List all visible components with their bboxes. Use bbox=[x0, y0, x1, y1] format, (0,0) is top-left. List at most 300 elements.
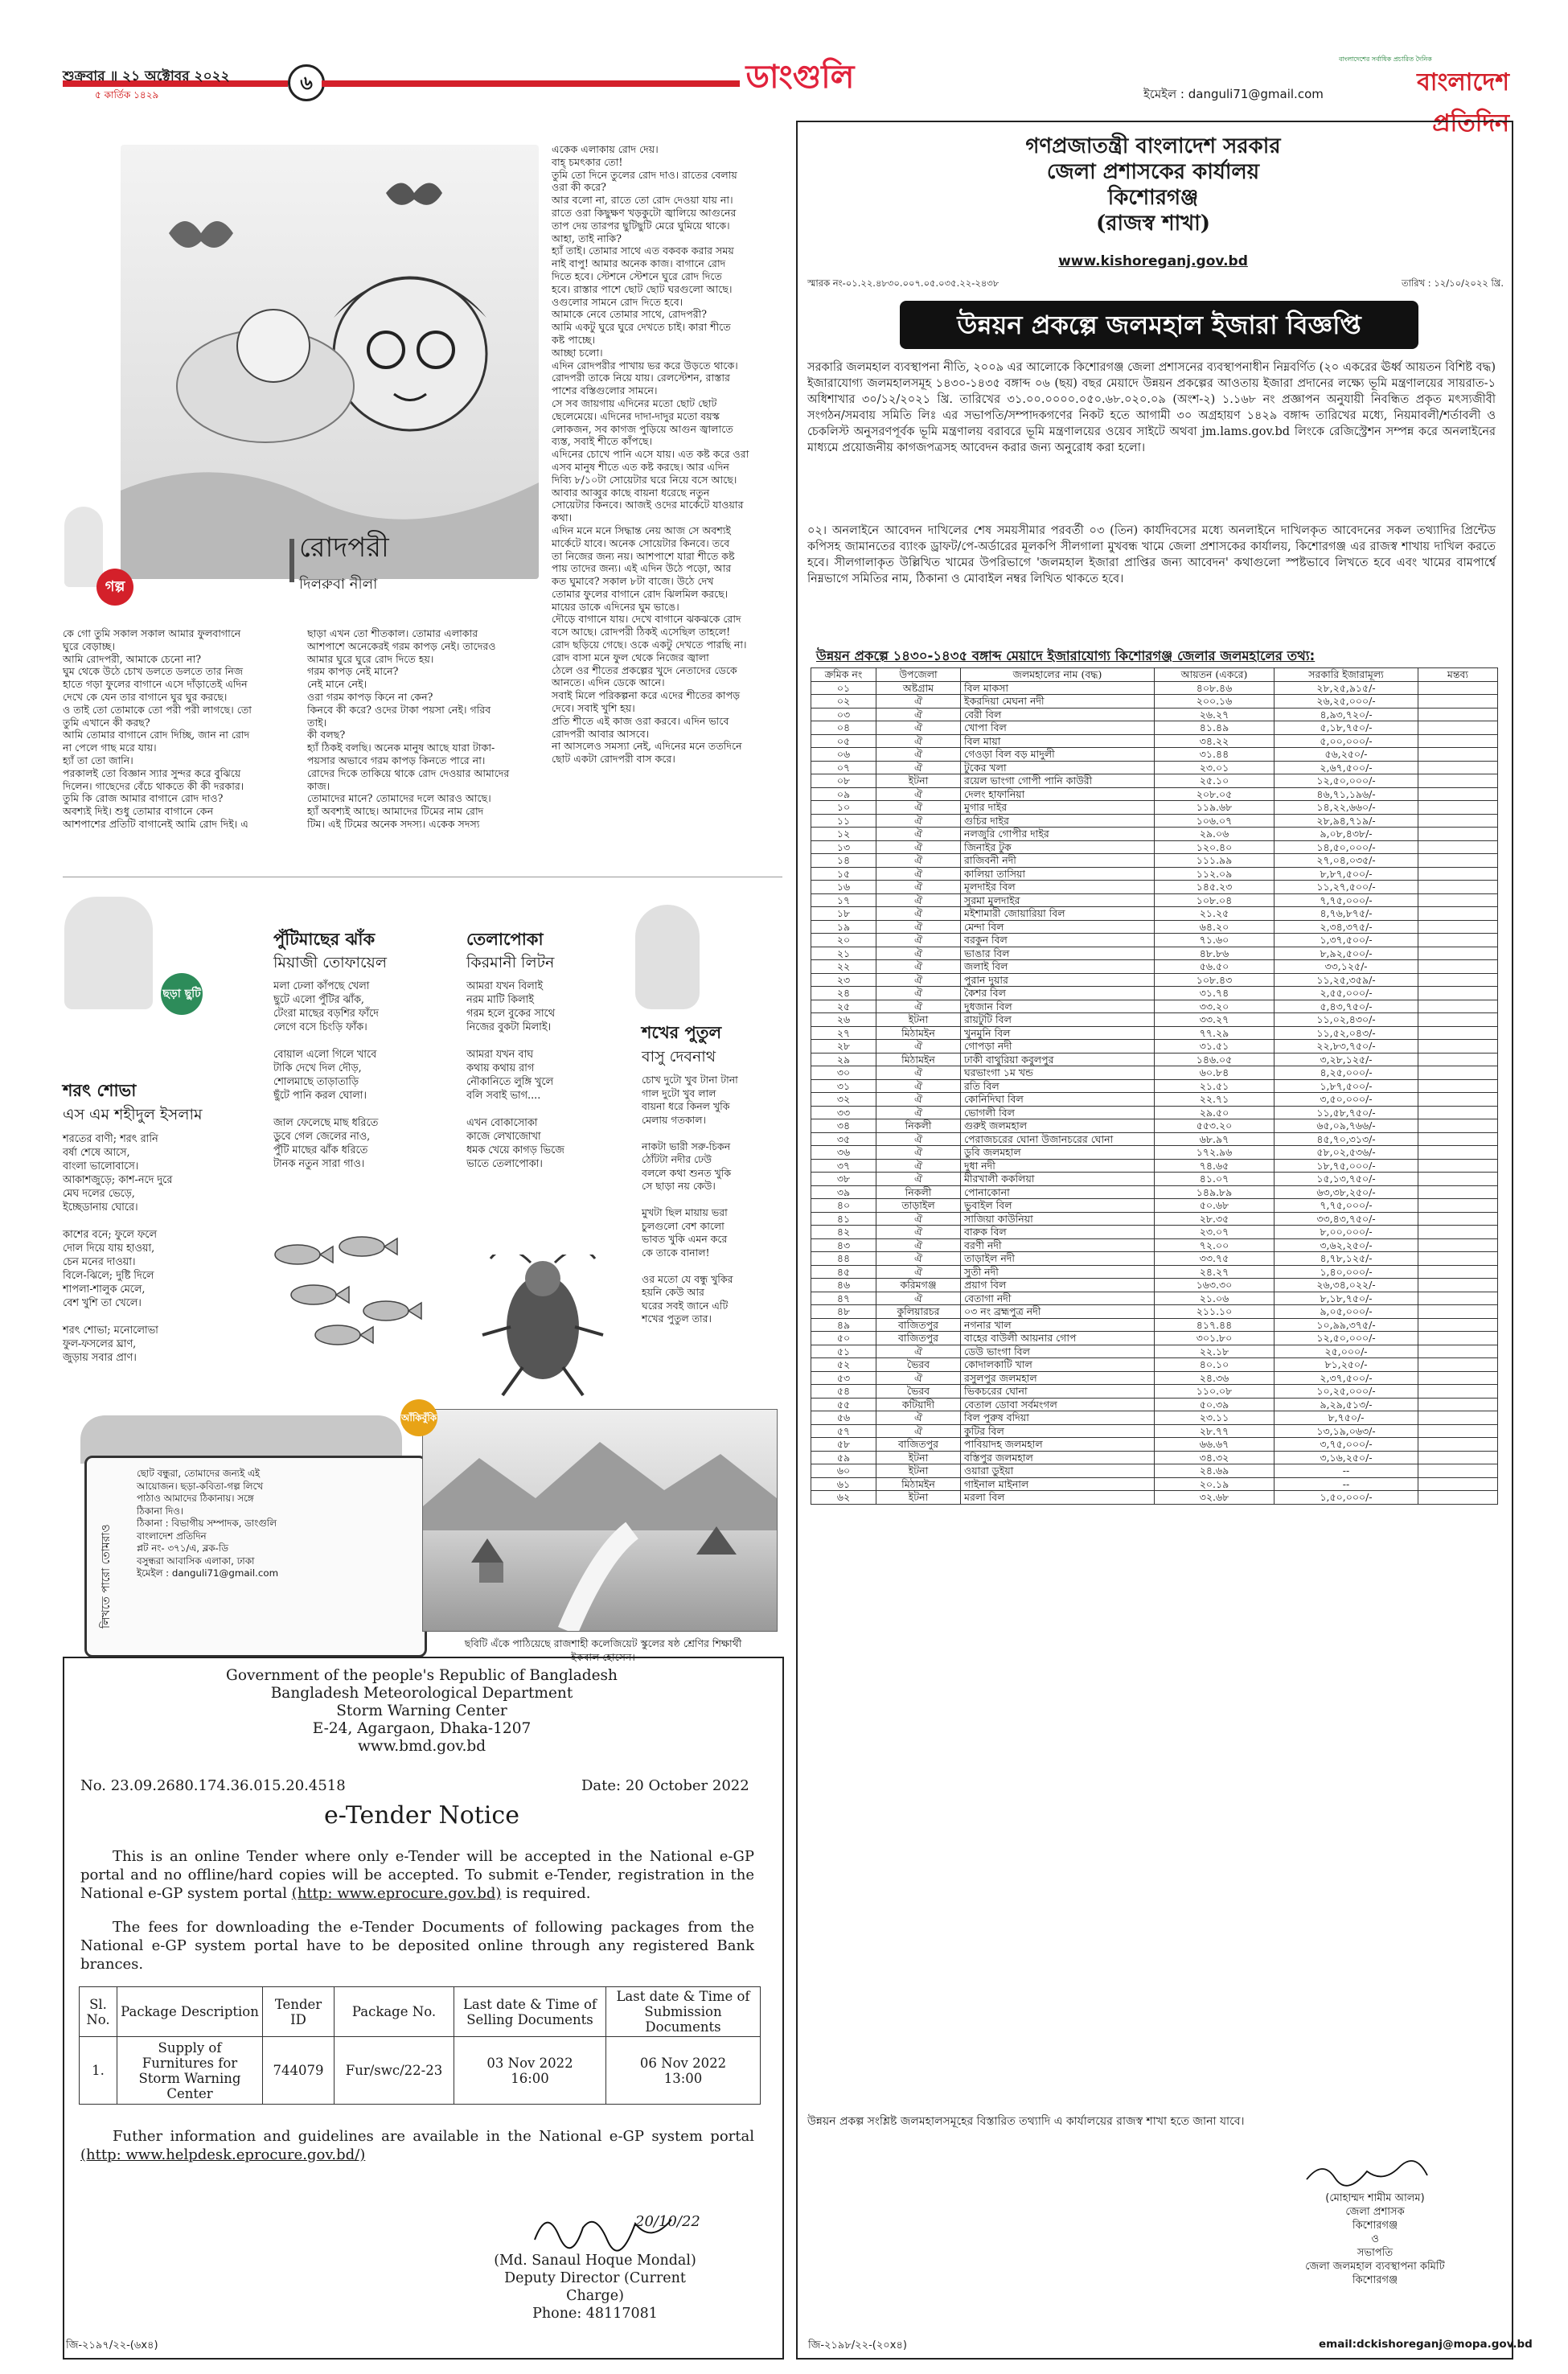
cell-lease-value: ৪৫,৭০,৩১৩/- bbox=[1275, 1132, 1418, 1146]
cell-upazila: ঐ bbox=[876, 748, 961, 762]
table-row bbox=[811, 695, 1498, 709]
cell-area: ২৪.২৭ bbox=[1155, 1265, 1275, 1279]
table-row bbox=[811, 1238, 1498, 1252]
table-row bbox=[811, 1119, 1498, 1133]
cell-area: ২১.২৫ bbox=[1155, 907, 1275, 921]
cell-area: ৬০.৮৪ bbox=[1155, 1066, 1275, 1080]
boy-illustration bbox=[64, 507, 103, 587]
etender-para-1-tail: is required. bbox=[501, 1885, 591, 1902]
table-row bbox=[811, 1040, 1498, 1054]
cell-lease-value: ৫,১৮,৭৫০/- bbox=[1275, 721, 1418, 735]
table-row bbox=[811, 1000, 1498, 1013]
table-row bbox=[811, 774, 1498, 788]
cell-area: ৩১.৫১ bbox=[1155, 1040, 1275, 1054]
cell-remarks bbox=[1418, 1318, 1498, 1332]
cell-remarks bbox=[1418, 973, 1498, 987]
cell-upazila: ঐ bbox=[876, 920, 961, 934]
issue-date-bangla: ৫ কার্তিক ১৪২৯ bbox=[95, 89, 159, 101]
cell-upazila: ঐ bbox=[876, 987, 961, 1000]
cell-upazila: অষ্টগ্রাম bbox=[876, 681, 961, 695]
cell-lease-value: ৮১,২৫০/- bbox=[1275, 1358, 1418, 1372]
cell-description: Supply of Furnitures for Storm Warning Center bbox=[117, 2037, 263, 2105]
th-tender-id: Tender ID bbox=[263, 1987, 335, 2037]
story-text-col-2: ছাড়া এখন তো শীতকাল। তোমার এলাকার আশপাশে অনেকেরই গরম কাপড় নেই। তাদেরও আমার ঘুরে ঘুরে রোদ দিতে হয়। গরম কাপড় নেই মানে? নেই মানে নেই। ওরা গরম কাপড় কিনে না কেন? কিনবে কী করে? ওদের টাকা পয়সা নেই। গরিব তাই। কী বলছ? হ্যাঁ ঠিকই বলছি। অনেক মানুষ আছে যারা টাকা- পয়সার অভাবে গরম কাপড় কিনতে পারে না। রোদের দিকে তাকিয়ে থাকে রোদ দেওয়ার আমাদের কাজ। তোমাদের মানে? তোমাদের দলে আরও আছে। হ্যাঁ অবশ্যই আছে। আমাদের টিমের নাম রোদ টিম। এই টিমের অনেক সদস্য। একেক সদস্য bbox=[307, 627, 510, 830]
cell-waterbody: ঢাকী বাথুরিয়া কবুলপুর bbox=[961, 1053, 1155, 1066]
cell-area: ১৪৬.০৫ bbox=[1155, 1053, 1275, 1066]
cell-lease-value: ৩,১৬,২৫০/- bbox=[1275, 1451, 1418, 1464]
cell-selling-date: 03 Nov 2022 16:00 bbox=[454, 2037, 606, 2105]
cell-waterbody: বেতাগা নদী bbox=[961, 1292, 1155, 1305]
cell-serial: ৫৯ bbox=[811, 1451, 876, 1464]
poem-section-badge: ছড়া ছুটি bbox=[161, 973, 203, 1015]
lease-notice-para-1: সরকারি জলমহাল ব্যবস্থাপনা নীতি, ২০০৯ এর আলোকে কিশোরগঞ্জ জেলা প্রশাসনের ব্যবস্থাপনাধীন নিম্নবর্ণিত (২০ একরের ঊর্ধ্ব আয়তন বিশিষ্ট বদ্ধ) ইজারাযোগ্য জলমহালসমূহ ১৪৩০-১৪৩৫ বঙ্গাব্দ ০৬ (ছয়) বছর মেয়াদে উন্নয়ন প্রকল্পের আওতায় ইজারা প্রদানের লক্ষ্যে ভূমি মন্ত্রণালয়ের সায়রাত-১ অধিশাখার ৩০/১২/২০২১ খ্রি. তারিখের ৩১.০০.০০০০.০৫০.৬৮.০২০.০৯ (অংশ-২) ১.১৬৮ নং প্রজ্ঞাপন অনুযায়ী নিবন্ধিত প্রকৃত মৎস্যজীবী সংগঠন/সমবায় সমিতি লিঃ এর সভাপতি/সম্পাদকগণের নিকট হতে আগামী ৩০ অগ্রহায়ণ ১৪২৯ বঙ্গাব্দ তারিখের মধ্যে, নিয়মাবলী/শর্তাবলী ও চেকলিস্ট অনুসরণপূর্বক ভূমি মন্ত্রণালয় বরাবরে ভূমি মন্ত্রণালয়ের ওয়েব সাইটে অথবা jm.lams.gov.bd লিংকে রেজিস্ট্রেশন সম্পন্ন করে অনলাইনের মাধ্যমে প্রয়োজনীয় কাগজপত্রসহ আবেদন করার জন্য অনুরোধ করা হলো। bbox=[807, 361, 1496, 454]
cell-remarks bbox=[1418, 1053, 1498, 1066]
cell-lease-value: ৪,৯৩,৭২০/- bbox=[1275, 708, 1418, 721]
cell-serial: ৫০ bbox=[811, 1332, 876, 1345]
cell-remarks bbox=[1418, 881, 1498, 894]
cell-area: ২৪.৬৯ bbox=[1155, 1464, 1275, 1478]
cell-serial: ০৯ bbox=[811, 787, 876, 801]
cell-lease-value: ২৫,০০০/- bbox=[1275, 1345, 1418, 1358]
cell-waterbody: ইকরদিয়া মেঘনা নদী bbox=[961, 695, 1155, 709]
cell-area: ১৪৯.৮৯ bbox=[1155, 1185, 1275, 1199]
cell-upazila: ইটনা bbox=[876, 1491, 961, 1505]
th-package-no: Package No. bbox=[335, 1987, 454, 2037]
cell-remarks bbox=[1418, 828, 1498, 841]
cell-area: ১১০.০৮ bbox=[1155, 1385, 1275, 1399]
cell-waterbody: সুরমা মুলদাইর bbox=[961, 893, 1155, 907]
etender-header: Government of the people's Republic of Bangladesh Bangladesh Meteorological Department Storm Warning Center E-24, Agargaon, Dhaka-1207 www.bmd.gov.bd bbox=[226, 1667, 618, 1755]
lease-notice-header: গণপ্রজাতন্ত্রী বাংলাদেশ সরকার জেলা প্রশাসকের কার্যালয় কিশোরগঞ্জ (রাজস্ব শাখা) bbox=[1025, 134, 1281, 236]
table-row bbox=[811, 1265, 1498, 1279]
cell-remarks bbox=[1418, 1265, 1498, 1279]
cell-remarks bbox=[1418, 1477, 1498, 1491]
table-row bbox=[811, 1438, 1498, 1452]
cell-waterbody: মেন্দা বিল bbox=[961, 920, 1155, 934]
cell-waterbody: মূলদাইর বিল bbox=[961, 881, 1155, 894]
cell-area: ২৯.০৬ bbox=[1155, 828, 1275, 841]
table-row bbox=[811, 1093, 1498, 1107]
cell-upazila: ঐ bbox=[876, 1265, 961, 1279]
cell-area: ৬৮.৯৭ bbox=[1155, 1132, 1275, 1146]
cell-serial: ০৭ bbox=[811, 761, 876, 774]
table-row bbox=[811, 748, 1498, 762]
table-row bbox=[811, 1424, 1498, 1438]
cell-serial: ৩৬ bbox=[811, 1146, 876, 1160]
cell-serial: ০৮ bbox=[811, 774, 876, 788]
table-row bbox=[811, 1464, 1498, 1478]
cell-serial: ১৯ bbox=[811, 920, 876, 934]
cell-area: ৩২.৬৮ bbox=[1155, 1491, 1275, 1505]
cell-remarks bbox=[1418, 1000, 1498, 1013]
cell-lease-value: ১১,২৫,৩৫৯/- bbox=[1275, 973, 1418, 987]
etender-para-2: The fees for downloading the e-Tender Documents of following packages from the National e-GP system portal have to be deposited online through any registered Bank brances. bbox=[80, 1919, 754, 1973]
cell-remarks bbox=[1418, 1159, 1498, 1173]
cell-remarks bbox=[1418, 960, 1498, 974]
cell-waterbody: গাইনাল মাইনাল bbox=[961, 1477, 1155, 1491]
cell-remarks bbox=[1418, 1212, 1498, 1226]
cell-remarks bbox=[1418, 867, 1498, 881]
poem-1-author: এস এম শহীদুল ইসলাম bbox=[63, 1106, 203, 1123]
cell-area: ২২.৭১ bbox=[1155, 1093, 1275, 1107]
lease-notice-title: উন্নয়ন প্রকল্পে জলমহাল ইজারা বিজ্ঞপ্তি bbox=[900, 301, 1418, 349]
cell-upazila: ঐ bbox=[876, 1093, 961, 1107]
cell-remarks bbox=[1418, 907, 1498, 921]
cell-remarks bbox=[1418, 1132, 1498, 1146]
cell-upazila: ঐ bbox=[876, 854, 961, 868]
cell-upazila: ইটনা bbox=[876, 1013, 961, 1027]
cell-waterbody: রতি বিল bbox=[961, 1079, 1155, 1093]
cell-serial: ২৩ bbox=[811, 973, 876, 987]
cell-serial: ২৭ bbox=[811, 1026, 876, 1040]
cell-upazila: ঐ bbox=[876, 1345, 961, 1358]
cell-lease-value: ৪,২৫,০০০/- bbox=[1275, 1066, 1418, 1080]
cell-upazila: বাজিতপুর bbox=[876, 1332, 961, 1345]
cell-waterbody: গোপড়া নদী bbox=[961, 1040, 1155, 1054]
cell-remarks bbox=[1418, 1371, 1498, 1385]
cell-lease-value: ২,৩৪,৩৭৫/- bbox=[1275, 920, 1418, 934]
cell-upazila: বাজিতপুর bbox=[876, 1318, 961, 1332]
cell-waterbody: বরকুন বিল bbox=[961, 934, 1155, 947]
cell-waterbody: ডুবি জলমহাল bbox=[961, 1146, 1155, 1160]
cell-lease-value: ১১,০২,৪৩০/- bbox=[1275, 1013, 1418, 1027]
cell-waterbody: রয়েল ভাংগা গোপী পানি কাউরী bbox=[961, 774, 1155, 788]
title-bar bbox=[289, 539, 294, 582]
cell-lease-value: ১৪,৫০,০০০/- bbox=[1275, 840, 1418, 854]
table-row bbox=[811, 1079, 1498, 1093]
cell-waterbody: রায়টুটি বিল bbox=[961, 1013, 1155, 1027]
cell-remarks bbox=[1418, 1424, 1498, 1438]
etender-table bbox=[79, 1986, 761, 2105]
cell-lease-value: ২৮,৯৪,৭১৯/- bbox=[1275, 814, 1418, 828]
cell-lease-value: ২৮,২৫,৯১৫/- bbox=[1275, 681, 1418, 695]
signature-date: 20/10/22 bbox=[635, 2213, 700, 2230]
cell-waterbody: রাজিবনী নদী bbox=[961, 854, 1155, 868]
fish-illustration bbox=[265, 1230, 434, 1351]
cell-area: ২৯.৫০ bbox=[1155, 1106, 1275, 1119]
cell-upazila: মিঠামইন bbox=[876, 1053, 961, 1066]
cell-waterbody: দুধা নদী bbox=[961, 1159, 1155, 1173]
cell-area: ২৬.২৭ bbox=[1155, 708, 1275, 721]
cell-area: ৬৬.৬৭ bbox=[1155, 1438, 1275, 1452]
cell-remarks bbox=[1418, 721, 1498, 735]
cell-area: ৪১.৪৯ bbox=[1155, 721, 1275, 735]
table-row bbox=[811, 1491, 1498, 1505]
doll-illustration bbox=[635, 905, 700, 1009]
cell-waterbody: বিল মায়া bbox=[961, 734, 1155, 748]
th-waterbody: জলমহালের নাম (বদ্ধ) bbox=[961, 668, 1155, 682]
cell-package-no: Fur/swc/22-23 bbox=[335, 2037, 454, 2105]
cell-upazila: কটিয়াদী bbox=[876, 1398, 961, 1411]
cell-lease-value: -- bbox=[1275, 1464, 1418, 1478]
art-section-badge: আঁকিবুঁকি bbox=[400, 1399, 437, 1436]
cell-upazila: ঐ bbox=[876, 1292, 961, 1305]
cell-area: ১০৮.০৪ bbox=[1155, 893, 1275, 907]
cell-waterbody: বারুক বিল bbox=[961, 1226, 1155, 1239]
table-row bbox=[811, 1345, 1498, 1358]
cell-waterbody: কুটির বিল bbox=[961, 1424, 1155, 1438]
cell-remarks bbox=[1418, 1491, 1498, 1505]
etender-table-header bbox=[80, 1987, 761, 2037]
lease-notice-ref: স্মারক নং-০১.২২.৪৮৩০.০০৭.০৫.০৩৫.২২-২৪৩৮ bbox=[807, 277, 999, 289]
cell-waterbody: বিল পুরুষ বদিয়া bbox=[961, 1411, 1155, 1425]
cell-serial: ৬২ bbox=[811, 1491, 876, 1505]
poem-2-author: মিয়াজী তোফায়েল bbox=[273, 954, 388, 971]
table-row bbox=[811, 1199, 1498, 1213]
cell-remarks bbox=[1418, 1464, 1498, 1478]
table-row bbox=[811, 1279, 1498, 1292]
cell-upazila: ঐ bbox=[876, 695, 961, 709]
cell-lease-value: ৯,০৫,০০০/- bbox=[1275, 1305, 1418, 1319]
cell-lease-value: ১,৩৭,৫০০/- bbox=[1275, 934, 1418, 947]
table-row bbox=[811, 1159, 1498, 1173]
cell-waterbody: মুগার দাইর bbox=[961, 801, 1155, 815]
student-sketch-image bbox=[422, 1409, 778, 1632]
cell-serial: ৫৪ bbox=[811, 1385, 876, 1399]
cell-waterbody: নলজুরি গোপীর দাইর bbox=[961, 828, 1155, 841]
cell-serial: ৫৮ bbox=[811, 1438, 876, 1452]
cell-area: ৫৬.৫০ bbox=[1155, 960, 1275, 974]
table-row bbox=[811, 1013, 1498, 1027]
cell-serial: ১৮ bbox=[811, 907, 876, 921]
cell-serial: ৫৫ bbox=[811, 1398, 876, 1411]
cell-upazila: ঐ bbox=[876, 1066, 961, 1080]
dc-email[interactable]: email:dckishoreganj@mopa.gov.bd bbox=[1319, 2338, 1533, 2351]
table-row bbox=[811, 973, 1498, 987]
cell-upazila: নিকলী bbox=[876, 1185, 961, 1199]
cell-serial: ৩৪ bbox=[811, 1119, 876, 1133]
helpdesk-link[interactable]: (http: www.helpdesk.eprocure.gov.bd/) bbox=[80, 2146, 366, 2163]
table-row bbox=[811, 1411, 1498, 1425]
table-row bbox=[811, 1226, 1498, 1239]
cell-area: ৩৩.৭৫ bbox=[1155, 1252, 1275, 1266]
cell-serial: ০১ bbox=[811, 681, 876, 695]
contact-info: ছোট বন্ধুরা, তোমাদের জন্যই এই আয়োজন। ছড়া-কবিতা-গল্প লিখে পাঠাও আমাদের ঠিকানায়। সঙ্গে ঠিকানা দিও। ঠিকানা : বিভাগীয় সম্পাদক, ডাংগুলি বাংলাদেশ প্রতিদিন প্লট নং- ৩৭১/এ, ব্লক-ডি বসুন্ধরা আবাসিক এলাকা, ঢাকা ইমেইল : danguli71@gmail.com bbox=[137, 1468, 279, 1579]
cell-serial: ১২ bbox=[811, 828, 876, 841]
cell-upazila: ঐ bbox=[876, 1000, 961, 1013]
cell-waterbody: বস্তিপুর জলমহাল bbox=[961, 1451, 1155, 1464]
cell-remarks bbox=[1418, 920, 1498, 934]
cell-lease-value: ৩৩,৪৩,৭৫০/- bbox=[1275, 1212, 1418, 1226]
cell-remarks bbox=[1418, 1226, 1498, 1239]
table-row bbox=[811, 1318, 1498, 1332]
cell-upazila: ঐ bbox=[876, 881, 961, 894]
cell-waterbody: রসুলপুর জলমহাল bbox=[961, 1371, 1155, 1385]
cell-upazila: ঐ bbox=[876, 960, 961, 974]
th-sl: Sl. No. bbox=[80, 1987, 117, 2037]
table-row bbox=[811, 1173, 1498, 1186]
cell-upazila: ঐ bbox=[876, 814, 961, 828]
poem-1-title: শরৎ শোভা bbox=[63, 1080, 137, 1100]
cell-remarks bbox=[1418, 1411, 1498, 1425]
cell-waterbody: মইশামারী জোয়ারিয়া বিল bbox=[961, 907, 1155, 921]
table-row bbox=[811, 721, 1498, 735]
cell-lease-value: ১,৪০,০০০/- bbox=[1275, 1265, 1418, 1279]
table-row bbox=[811, 761, 1498, 774]
cell-remarks bbox=[1418, 1305, 1498, 1319]
cell-remarks bbox=[1418, 1358, 1498, 1372]
cell-remarks bbox=[1418, 1079, 1498, 1093]
cell-area: ৩৪.২২ bbox=[1155, 734, 1275, 748]
cell-upazila: বাজিতপুর bbox=[876, 1438, 961, 1452]
th-description: Package Description bbox=[117, 1987, 263, 2037]
poem-2-title: পুঁটিমাছের ঝাঁক bbox=[273, 929, 376, 949]
cell-remarks bbox=[1418, 761, 1498, 774]
eprocure-link[interactable]: (http: www.eprocure.gov.bd) bbox=[291, 1885, 502, 1902]
cell-upazila: ভৈরব bbox=[876, 1358, 961, 1372]
cell-area: ১১৯.৬৮ bbox=[1155, 801, 1275, 815]
cell-tender-id: 744079 bbox=[263, 2037, 335, 2105]
cell-area: ২১.০৬ bbox=[1155, 1292, 1275, 1305]
cell-remarks bbox=[1418, 1013, 1498, 1027]
cell-area: ১১১.৯৯ bbox=[1155, 854, 1275, 868]
cell-lease-value: ১২,৫০,০০০/- bbox=[1275, 1332, 1418, 1345]
cell-area: ৩৩.২৭ bbox=[1155, 1013, 1275, 1027]
cell-upazila: ঐ bbox=[876, 947, 961, 960]
cell-waterbody: কোদালকাটি খাল bbox=[961, 1358, 1155, 1372]
cell-upazila: ঐ bbox=[876, 1106, 961, 1119]
cell-lease-value: ৭,৭৫,০০০/- bbox=[1275, 1199, 1418, 1213]
cell-waterbody: ০৩ নং ব্রহ্মপুত্র নদী bbox=[961, 1305, 1155, 1319]
cell-serial: ০৩ bbox=[811, 708, 876, 721]
cell-waterbody: সুতী নদী bbox=[961, 1265, 1155, 1279]
story-section-badge: গল্প bbox=[96, 569, 133, 606]
cell-lease-value: ৬৫,০৯,৭৬৬/- bbox=[1275, 1119, 1418, 1133]
cell-area: ১১২.০৯ bbox=[1155, 867, 1275, 881]
table-row bbox=[811, 708, 1498, 721]
cell-area: ২০৮.০৫ bbox=[1155, 787, 1275, 801]
cell-serial: ২২ bbox=[811, 960, 876, 974]
cell-lease-value: ২২,৮৩,৭৫০/- bbox=[1275, 1040, 1418, 1054]
table-row bbox=[811, 681, 1498, 695]
cell-remarks bbox=[1418, 1385, 1498, 1399]
table-row bbox=[811, 881, 1498, 894]
cell-remarks bbox=[1418, 854, 1498, 868]
table-row bbox=[811, 828, 1498, 841]
th-lease-value: সরকারি ইজারামূল্য bbox=[1275, 668, 1418, 682]
cell-lease-value: ১৪,২২,৬৬০/- bbox=[1275, 801, 1418, 815]
etender-date: Date: 20 October 2022 bbox=[581, 1777, 749, 1794]
cell-area: ৩১.৭৪ bbox=[1155, 987, 1275, 1000]
cell-lease-value: ১,৮৭,৫০০/- bbox=[1275, 1079, 1418, 1093]
cell-remarks bbox=[1418, 1238, 1498, 1252]
kids-illustration bbox=[64, 897, 153, 1009]
section-email: ইমেইল : danguli71@gmail.com bbox=[1143, 87, 1324, 101]
cell-area: ৭১.৬০ bbox=[1155, 934, 1275, 947]
cell-remarks bbox=[1418, 801, 1498, 815]
cell-serial: ৪০ bbox=[811, 1199, 876, 1213]
poem-1-body: শরতের বাণী; শরৎ রানি বর্ষা শেষে আসে, বাংলা ভালোবাসে। আকাশজুড়ে; কাশ-নদে দুরে মেঘ দলের ভেড়ে, ইচ্ছেডানায় ঘোরে। কাশের বনে; ফুলে ফলে দোল দিয়ে যায় হাওয়া, চেন মনের দাওয়া। বিলে-ঝিলে; দুষ্টি দিলে শাপলা-শালুক মেলে, বেশ খুশি তা খেলে। শরৎ শোভা; মনোলোভা ফুল-ফসলের ঘ্রাণ, জুড়ায় সবার প্রাণ। bbox=[63, 1133, 173, 1364]
etender-para-3 bbox=[80, 2127, 754, 2164]
cell-lease-value: ৪,৭৮,১২৫/- bbox=[1275, 1252, 1418, 1266]
cell-remarks bbox=[1418, 840, 1498, 854]
cell-serial: ৫৩ bbox=[811, 1371, 876, 1385]
cell-serial: ৪৭ bbox=[811, 1292, 876, 1305]
cell-upazila: ঐ bbox=[876, 1159, 961, 1173]
lease-notice-footnote: উন্নয়ন প্রকল্প সংশ্লিষ্ট জলমহালসমূহের বিস্তারিত তথ্যাদি এ কার্যালয়ের রাজস্ব শাখা হতে জানা যাবে। bbox=[807, 2115, 1245, 2128]
cell-waterbody: মীরখালী ককলিয়া bbox=[961, 1173, 1155, 1186]
cell-serial: ১০ bbox=[811, 801, 876, 815]
th-selling: Last date & Time of Selling Documents bbox=[454, 1987, 606, 2037]
cell-waterbody: ভুবাইল বিল bbox=[961, 1199, 1155, 1213]
cell-serial: ২১ bbox=[811, 947, 876, 960]
cell-remarks bbox=[1418, 987, 1498, 1000]
cell-serial: ২৮ bbox=[811, 1040, 876, 1054]
cell-serial: ৬১ bbox=[811, 1477, 876, 1491]
cell-waterbody: মরলা বিল bbox=[961, 1491, 1155, 1505]
cell-remarks bbox=[1418, 1292, 1498, 1305]
cell-area: ৪১.০৭ bbox=[1155, 1173, 1275, 1186]
issue-date: শুক্রবার ॥ ২১ অক্টোবর ২০২২ bbox=[63, 68, 230, 84]
cell-remarks bbox=[1418, 1106, 1498, 1119]
cell-waterbody: ওয়ারা ডুইয়া bbox=[961, 1464, 1155, 1478]
cell-remarks bbox=[1418, 934, 1498, 947]
cell-serial: ৫১ bbox=[811, 1345, 876, 1358]
cell-lease-value: -- bbox=[1275, 1477, 1418, 1491]
table-row bbox=[811, 987, 1498, 1000]
cell-lease-value: ১৩,১৯,০৬৩/- bbox=[1275, 1424, 1418, 1438]
cell-serial: ৬০ bbox=[811, 1464, 876, 1478]
table-row bbox=[811, 920, 1498, 934]
cell-lease-value: ২৭,০৪,০৩৫/- bbox=[1275, 854, 1418, 868]
cell-upazila: ঐ bbox=[876, 1226, 961, 1239]
section-masthead: ডাংগুলি bbox=[745, 58, 855, 96]
cell-area: ৩৪.৩২ bbox=[1155, 1451, 1275, 1464]
cell-upazila: ঐ bbox=[876, 1411, 961, 1425]
cell-area: ৪০৮.৪৬ bbox=[1155, 681, 1275, 695]
cell-serial: ৪১ bbox=[811, 1212, 876, 1226]
cell-upazila: ঐ bbox=[876, 1371, 961, 1385]
th-submission: Last date & Time of Submission Documents bbox=[606, 1987, 761, 2037]
cell-area: ২২.১৮ bbox=[1155, 1345, 1275, 1358]
cell-area: ৭৭.২৯ bbox=[1155, 1026, 1275, 1040]
kishoreganj-web-link[interactable]: www.kishoreganj.gov.bd bbox=[1058, 253, 1248, 269]
cell-lease-value: ৮,৮৭,৫০০/- bbox=[1275, 867, 1418, 881]
story-text-col-1: কে গো তুমি সকাল সকাল আমার ফুলবাগানে ঘুরে বেড়াচ্ছ। আমি রোদপরী, আমাকে চেনো না? ঘুম থেকে উঠে চোখ ডলতে ডলতে তার নিজ হাতে গড়া ফুলের বাগানে এসে দাঁড়াতেই এদিন দেখে কে যেন তার বাগানে ঘুর ঘুর করছে। ও তাই তো তোমাকে তো পরী পরী লাগছে। তো তুমি এখানে কী করছ? আমি তোমার বাগানে রোদ দিচ্ছি, জান না রোদ না পেলে গাছ মরে যায়। হ্যাঁ তা তো জানি। পরকালই তো বিজ্ঞান স্যার সুন্দর করে বুঝিয়ে দিলেন। গাছেদের বেঁচে থাকতে কী কী দরকার। তুমি কি রোজ আমার বাগানে রোদ দাও? অবশ্যই দিই। শুধু তোমার বাগানে কেন আশপাশের প্রতিটি বাগানেই আমি রোদ দিই। এ bbox=[63, 627, 252, 830]
cell-remarks bbox=[1418, 1252, 1498, 1266]
lease-table bbox=[811, 667, 1498, 1505]
cell-upazila: ইটনা bbox=[876, 774, 961, 788]
table-row bbox=[811, 934, 1498, 947]
cell-waterbody: কোনিদিঘা বিল bbox=[961, 1093, 1155, 1107]
cell-lease-value: ৯,২৯,৫১৩/- bbox=[1275, 1398, 1418, 1411]
cell-waterbody: কালিয়া তাসিয়া bbox=[961, 867, 1155, 881]
cell-serial: ৪৪ bbox=[811, 1252, 876, 1266]
cell-waterbody: খোপা বিল bbox=[961, 721, 1155, 735]
cell-lease-value: ৫৮,০২,৫৩৬/- bbox=[1275, 1146, 1418, 1160]
cell-remarks bbox=[1418, 708, 1498, 721]
cell-waterbody: গেওড়া বিল বড় মাদুলী bbox=[961, 748, 1155, 762]
th-area: আয়তন (একরে) bbox=[1155, 668, 1275, 682]
cell-area: ১৪৫.২৩ bbox=[1155, 881, 1275, 894]
table-row bbox=[811, 1212, 1498, 1226]
lease-table-header bbox=[811, 668, 1498, 682]
cell-serial: ০৪ bbox=[811, 721, 876, 735]
cell-remarks bbox=[1418, 1451, 1498, 1464]
cell-area: ২৩.০৭ bbox=[1155, 1226, 1275, 1239]
cell-lease-value: ২,৫৫,০০০/- bbox=[1275, 987, 1418, 1000]
dc-signature-image bbox=[1303, 2155, 1431, 2191]
table-row bbox=[811, 1292, 1498, 1305]
cell-upazila: ঐ bbox=[876, 1079, 961, 1093]
cell-area: ১২০.৪০ bbox=[1155, 840, 1275, 854]
table-row bbox=[811, 1106, 1498, 1119]
cell-waterbody: সাজিয়া কাউনিয়া bbox=[961, 1212, 1155, 1226]
cell-upazila: ঐ bbox=[876, 893, 961, 907]
story-text-col-3: একেক এলাকায় রোদ দেয়। বাহ্‌ চমৎকার তো! তুমি তো দিনে তুলের রোদ দাও। রাতের বেলায় ওরা কী করে? আর বলো না, রাতে তো রোদ দেওয়া যায় না। রাতে ওরা কিছুক্ষণ খড়কুটো জ্বালিয়ে আগুনের তাপ দেয় তারপর ছুটিছুটি মেরে ঘুমিয়ে থাকে। আহা, তাই নাকি? হ্যাঁ তাই। তোমার সাথে এত বকবক করার সময় নাই বাপু! আমার অনেক কাজ। বাগানে রোদ দিতে হবে। স্টেশনে স্টেশনে ঘুরে রোদ দিতে হবে। রাস্তার পাশে ছোট ছোট ঘরগুলো আছে। ওগুলোর সামনে রোদ দিতে হবে। আমাকে নেবে তোমার সাথে, রোদপরী? আমি একটু ঘুরে ঘুরে দেখতে চাই। কারা শীতে কষ্ট পাচ্ছে। আচ্ছা চলো। এদিন রোদপরীর পাখায় ভর করে উড়তে থাকে। রোদপরী তাকে নিয়ে যায়। রেলস্টেশন, রাস্তার পাশের বস্তিগুলোর সামনে। সে সব জায়গায় এদিনের মতো ছোট ছোট ছেলেমেয়ে। এদিনের দাদা-দাদুর মতো বয়স্ক লোকজন, সব কাগজ পুড়িয়ে আগুন জ্বালাতে ব্যস্ত, সবাই শীতে কাঁপছে। এদিনের চোখে পানি এসে যায়। এত কষ্ট করে ওরা এসব মানুষ শীতে এত কষ্ট করছে। আর এদিন দিব্যি ৮/১০টা সোয়েটার ঘরে নিয়ে বসে আছে। আবার আব্বুর কাছে বায়না ধরেছে নতুন সোয়েটার কিনবে। আজই ওদের মার্কেটে যাওয়ার কথা। এদিন মনে মনে সিদ্ধান্ত নেয় আজ সে অবশ্যই মার্কেটে যাবে। অনেক সোয়েটার কিনবে। তবে তা নিজের জন্য নয়। আশপাশে যারা শীতে কষ্ট পায় তাদের জন্য। এই এদিন উঠে পড়ো, আর কত ঘুমাবে? সকাল ৮টা বাজে। উঠে দেখ তোমার ফুলের বাগানে রোদ ঝিলমিল করছে। মায়ের ডাকে এদিনের ঘুম ভাঙে। দৌড়ে বাগানে যায়। দেখে বাগানে ঝকঝকে রোদ বসে আছে। রোদপরী ঠিকই এসেছিল তাহলে! রোদ ছড়িয়ে গেছে। ওকে একটু দেখতে পারছি না। রোদ বাসা মনে ফুল থেকে নিজের জ্বালা ঠেলে ওর শীতের প্রকল্পের খুদে নেতাদের ডেকে আনতে। এদিন ডেকে আনে। সবাই মিলে পরিকল্পনা করে এদের শীতের কাপড় দেবে। সবাই খুশি হয়। প্রতি শীতে এই কাজ ওরা করবে। এদিন ভাবে রোদপরী আবার আসবে। না আসলেও সমস্যা নেই, এদিনের মনে ততদিনে ছোট একটা রোদপরী বাস করে। bbox=[552, 143, 749, 766]
cell-lease-value: ৫,০০,০০০/- bbox=[1275, 734, 1418, 748]
table-row bbox=[811, 854, 1498, 868]
